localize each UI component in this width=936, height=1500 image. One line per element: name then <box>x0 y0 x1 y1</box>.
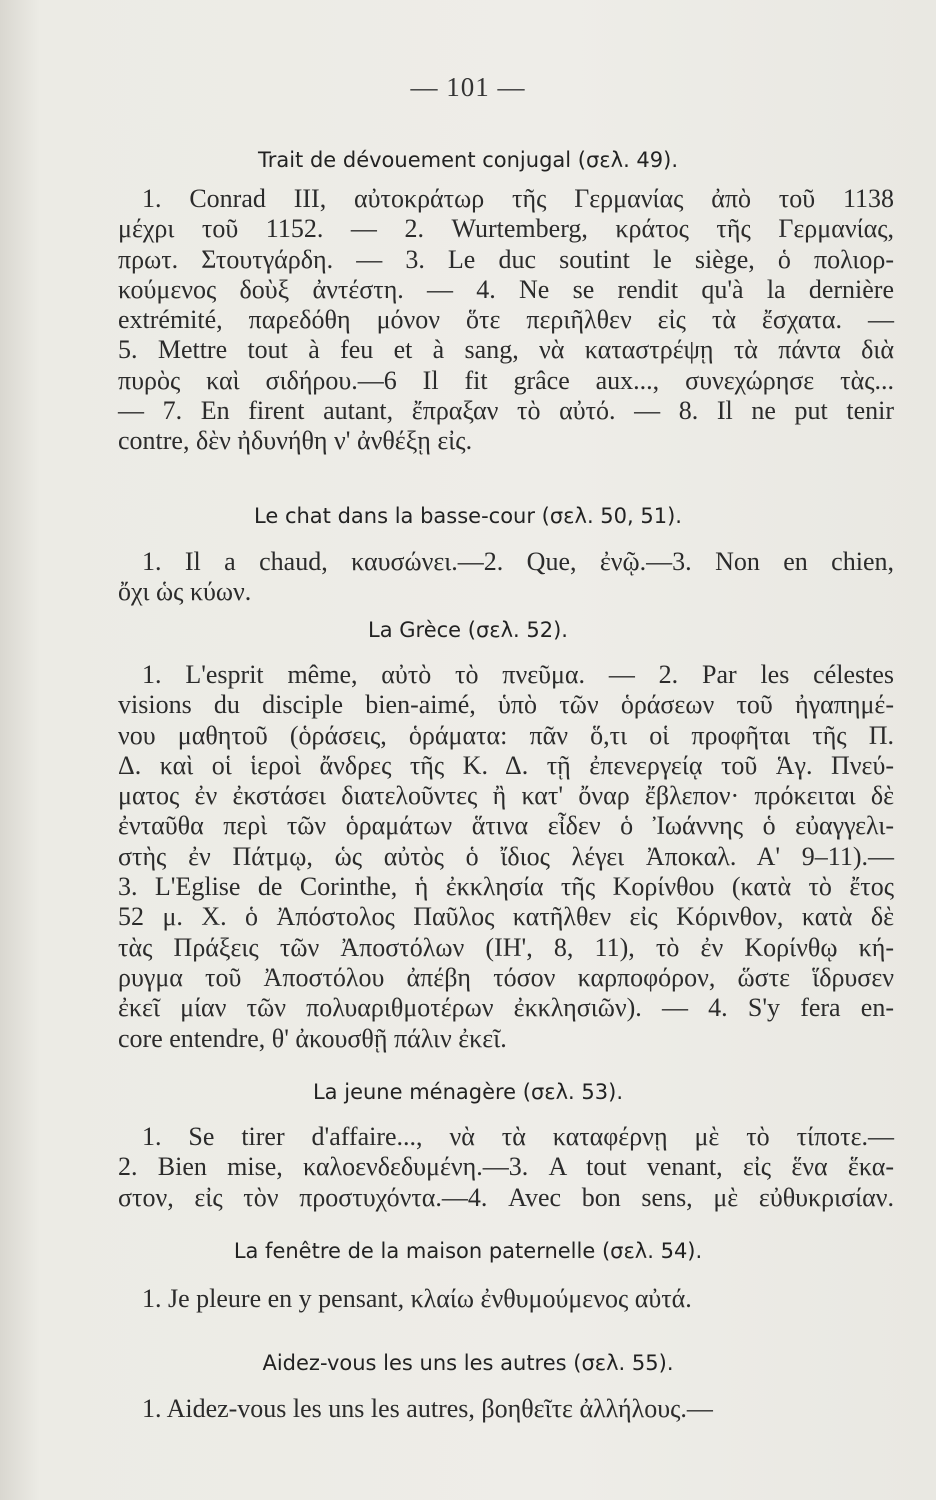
text-line: κούμενος δοὺξ ἀντέστη. — 4. Ne se rendit qu'à la dernière <box>118 274 894 304</box>
section-text <box>118 1284 894 1314</box>
section-text <box>118 660 894 1054</box>
section-heading: La fenêtre de la maison paternelle (σελ. 54). <box>233 1239 703 1263</box>
section-text <box>118 547 894 608</box>
text-line: — 7. En firent autant, ἔπραξαν τὸ αὐτό. — 8. Il ne put tenir <box>118 396 894 426</box>
text-line: μέχρι τοῦ 1152. — 2. Wurtemberg, κράτος τῆς Γερμανίας, <box>118 214 894 244</box>
section-heading: Aidez-vous les uns les autres (σελ. 55). <box>262 1351 674 1375</box>
text-line: Δ. καὶ οἱ ἱεροὶ ἄνδρες τῆς Κ. Δ. τῇ ἐπενεργείᾳ τοῦ Ἁγ. Πνεύ- <box>118 750 894 780</box>
text-line: ρυγμα τοῦ Ἀποστόλου ἀπέβη τόσον καρποφόρον, ὥστε ἵδρυσεν <box>118 962 894 992</box>
text-line: πρωτ. Στουτγάρδη. — 3. Le duc soutint le siège, ὁ πολιορ- <box>118 244 894 274</box>
page-number: — 101 — <box>410 72 526 102</box>
text-line: 5. Mettre tout à feu et à sang, νὰ καταστρέψῃ τὰ πάντα διὰ <box>118 335 894 365</box>
text-line: contre, δὲν ἠδυνήθη ν' ἀνθέξῃ εἰς. <box>118 426 473 456</box>
section-text <box>118 1122 894 1213</box>
section-text <box>118 184 894 457</box>
section-heading: La jeune ménagère (σελ. 53). <box>312 1080 623 1104</box>
section-text <box>118 1394 894 1424</box>
text-line: 1. Se tirer d'affaire..., νὰ τὰ καταφέρνῃ μὲ τὸ τίποτε.— <box>142 1122 894 1151</box>
text-line: 1. Conrad III, αὐτοκράτωρ τῆς Γερμανίας ἀπὸ τοῦ 1138 <box>142 184 894 213</box>
text-line: στον, εἰς τὸν προστυχόντα.—4. Avec bon sens, μὲ εὐθυκρισίαν. <box>118 1182 894 1212</box>
text-line: στὴς ἐν Πάτμῳ, ὡς αὐτὸς ὁ ἴδιος λέγει Ἀποκαλ. Α' 9–11).— <box>118 841 894 871</box>
text-line: ματος ἐν ἐκστάσει διατελοῦντες ἢ κατ' ὄναρ ἔβλεπον· πρόκειται δὲ <box>118 781 894 811</box>
section-heading: Trait de dévouement conjugal (σελ. 49). <box>257 148 679 172</box>
text-line: 1. Je pleure en y pensant, κλαίω ἐνθυμούμενος αὐτά. <box>142 1284 692 1313</box>
text-line: ὄχι ὡς κύων. <box>118 577 252 607</box>
text-line: 2. Bien mise, καλοενδεδυμένη.—3. A tout venant, εἰς ἕνα ἕκα- <box>118 1152 894 1182</box>
text-line: 3. L'Eglise de Corinthe, ἡ ἐκκλησία τῆς Κορίνθου (κατὰ τὸ ἔτος <box>118 872 894 902</box>
text-line: 1. L'esprit même, αὐτὸ τὸ πνεῦμα. — 2. Par les célestes <box>142 660 894 689</box>
text-line: πυρὸς καὶ σιδήρου.—6 Il fit grâce aux..., συνεχώρησε τὰς... <box>118 365 894 395</box>
text-line: core entendre, θ' ἀκουσθῇ πάλιν ἐκεῖ. <box>118 1023 507 1053</box>
text-line: visions du disciple bien-aimé, ὑπὸ τῶν ὁράσεων τοῦ ἠγαπημέ- <box>118 690 894 720</box>
text-line: ἐνταῦθα περὶ τῶν ὁραμάτων ἅτινα εἶδεν ὁ Ἰωάννης ὁ εὐαγγελι- <box>118 811 894 841</box>
text-line: 1. Il a chaud, καυσώνει.—2. Que, ἐνῷ.—3. Non en chien, <box>142 547 894 576</box>
section-heading: La Grèce (σελ. 52). <box>368 618 568 642</box>
text-line: τὰς Πράξεις τῶν Ἀποστόλων (ΙΗ', 8, 11), τὸ ἐν Κορίνθῳ κή- <box>118 932 894 962</box>
text-line: ἐκεῖ μίαν τῶν πολυαριθμοτέρων ἐκκλησιῶν). — 4. S'y fera en- <box>118 993 894 1023</box>
text-line: 52 μ. Χ. ὁ Ἀπόστολος Παῦλος κατῆλθεν εἰς Κόρινθον, κατὰ δὲ <box>118 902 894 932</box>
text-line: 1. Aidez-vous les uns les autres, βοηθεῖτε ἀλλήλους.— <box>142 1394 713 1423</box>
text-line: extrémité, παρεδόθη μόνον ὅτε περιῆλθεν εἰς τὰ ἔσχατα. — <box>118 305 894 335</box>
text-line: νου μαθητοῦ (ὁράσεις, ὁράματα: πᾶν ὅ,τι οἱ προφῆται τῆς Π. <box>118 720 894 750</box>
section-heading: Le chat dans la basse-cour (σελ. 50, 51). <box>254 504 682 528</box>
